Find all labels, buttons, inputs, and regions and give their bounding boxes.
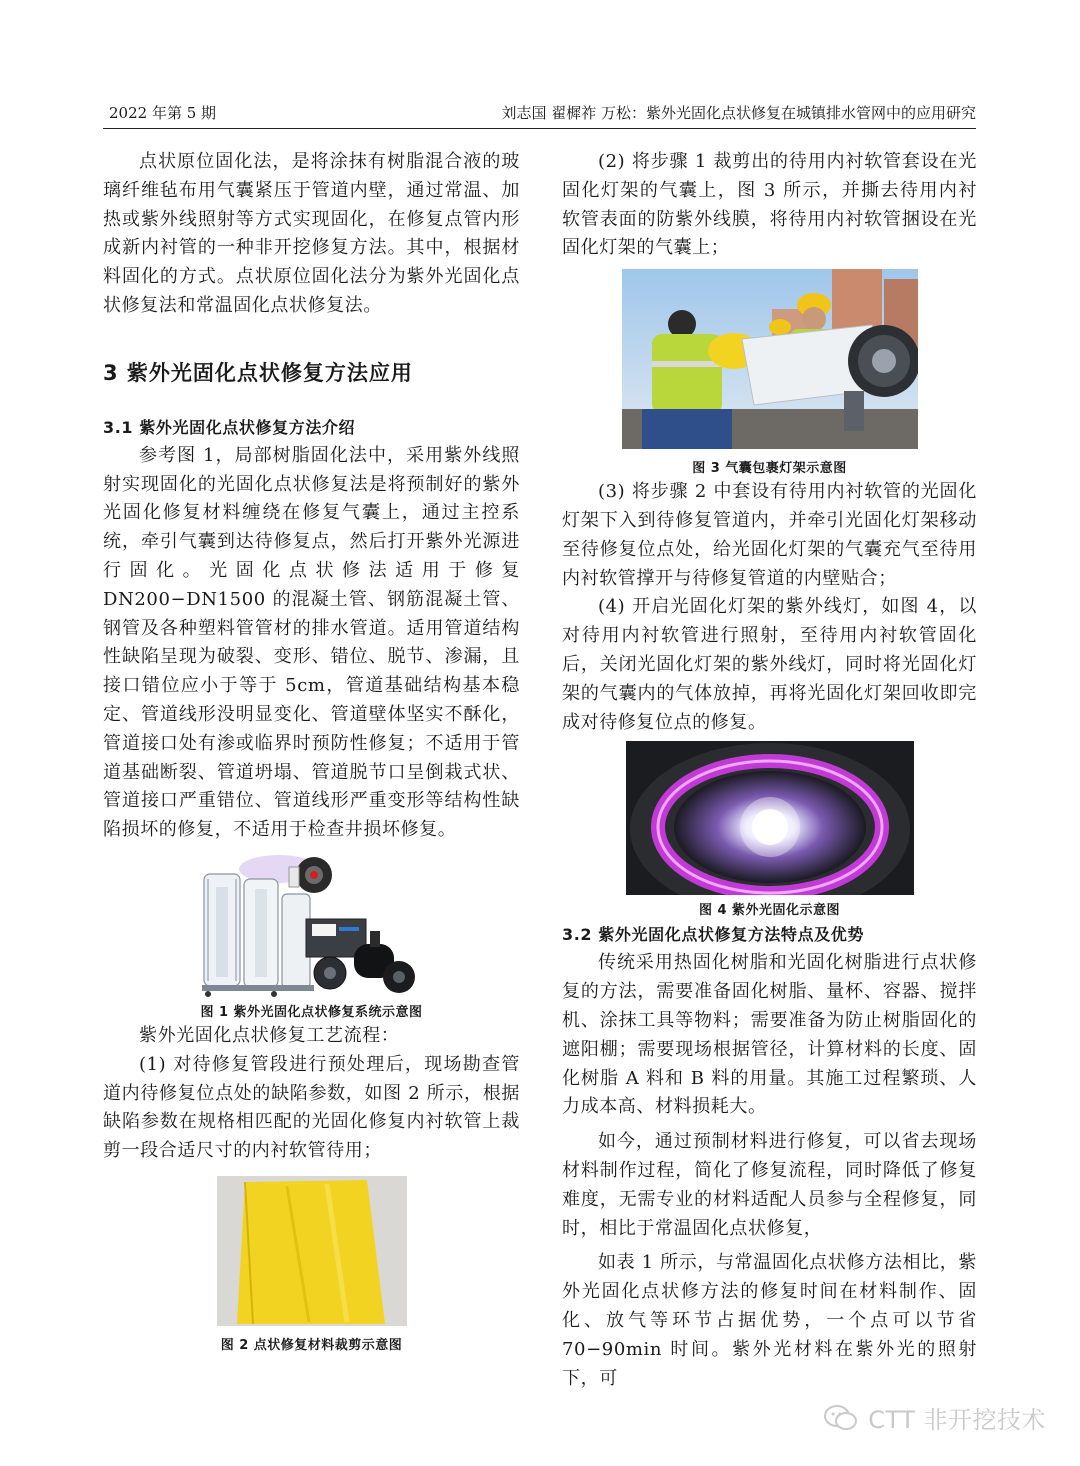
subsection-3-1-title: 3.1 紫外光固化点状修复方法介绍 xyxy=(103,417,356,437)
figure-2-liner-photo xyxy=(217,1176,407,1326)
right-column xyxy=(562,148,977,1393)
figure-3-caption: 图 3 气囊包裹灯架示意图 xyxy=(692,461,847,477)
process-flow-title: 紫外光固化点状修复工艺流程： xyxy=(139,1024,400,1046)
wechat-icon xyxy=(824,1404,858,1432)
yellow-liner-illustration xyxy=(217,1176,407,1326)
step-2-paragraph: (2) 将步骤 1 裁剪出的待用内衬软管套设在光固化灯架的气囊上，图 3 所示，并撕去待用内衬软管表面的防紫外线膜，将待用内衬软管捆设在光固化灯架的气囊上； xyxy=(562,151,977,259)
subsection-3-2-title: 3.2 紫外光固化点状修复方法特点及优势 xyxy=(562,925,864,945)
figure-2-caption: 图 2 点状修复材料裁剪示意图 xyxy=(220,1337,403,1353)
figure-1-equipment-photo xyxy=(194,849,430,999)
subsection-3-2-paragraph-3: 如表 1 所示，与常温固化点状修方法相比，紫外光固化点状修方法的修复时间在材料制作、固化、放气等环节占据优势，一个点可以节省 70−90min 时间。紫外光材料在紫外光的照射下，可 xyxy=(562,1252,977,1389)
section-3-title: 3 紫外光固化点状修复方法应用 xyxy=(103,360,413,385)
uv-curing-illustration xyxy=(626,741,914,895)
subsection-3-1-paragraph: 参考图 1，局部树脂固化法中，采用紫外线照射实现固化的光固化点状修复法是将预制好的紫外光固化修复材料缠绕在修复气囊上，通过主控系统，牵引气囊到达待修复点，然后打开紫外光源进行固化。光固化点状修法适用于修复DN200−DN1500 的混凝土管、钢筋混凝土管、钢管及各种塑料管管材的排水管道。适用管道结构性缺陷呈现为破裂、变形、错位、脱节、渗漏，且接口错位应小于等于 5cm，管道基础结构基本稳定、管道线形没明显变化、管道壁体坚实不酥化，管道接口处有渗或临界时预防性修复；不适用于管道基础断裂、管道坍塌、管道脱节口呈倒栽式状、管道接口严重错位、管道线形严重变形等结构性缺陷损坏的修复，不适用于检查井损坏修复。 xyxy=(103,444,520,841)
page-header xyxy=(103,98,976,129)
step-3-paragraph: (3) 将步骤 2 中套设有待用内衬软管的光固化灯架下入到待修复管道内，并牵引光固化灯架移动至待修复位点处，给光固化灯架的气囊充气至待用内衬软管撑开与待修复管道的内壁贴合； xyxy=(562,481,977,589)
step-4-paragraph: (4) 开启光固化灯架的紫外线灯，如图 4，以对待用内衬软管进行照射，至待用内衬软管固化后，关闭光固化灯架的紫外线灯，同时将光固化灯架的气囊内的气体放掉，再将光固化灯架回收即完成对待修复位点的修复。 xyxy=(562,596,977,733)
workers-airbag-illustration xyxy=(622,269,918,449)
figure-3-workers-photo xyxy=(622,269,918,449)
subsection-3-2-paragraph-2: 如今，通过预制材料进行修复，可以省去现场材料制作过程，简化了修复流程，同时降低了修复难度，无需专业的材料适配人员参与全程修复，同时，相比于常温固化点状修复， xyxy=(562,1131,977,1239)
subsection-3-2-paragraph-1: 传统采用热固化树脂和光固化树脂进行点状修复的方法，需要准备固化树脂、量杯、容器、搅拌机、涂抹工具等物料；需要准备为防止树脂固化的遮阳棚；需要现场根据管径，计算材料的长度、固化树脂 A 料和 B 料的用量。其施工过程繁琐、人力成本高、材料损耗大。 xyxy=(562,952,977,1118)
issue-label: 2022 年第 5 期 xyxy=(109,104,217,122)
left-column xyxy=(103,148,520,1353)
figure-1-caption: 图 1 紫外光固化点状修复系统示意图 xyxy=(200,1004,423,1020)
running-title: 刘志国 翟樨祚 万松：紫外光固化点状修复在城镇排水管网中的应用研究 xyxy=(501,104,976,122)
step-1-paragraph: (1) 对待修复管段进行预处理后，现场勘查管道内待修复位点处的缺陷参数，如图 2 所示，根据缺陷参数在规格相匹配的光固化修复内衬软管上裁剪一段合适尺寸的内衬软管待用； xyxy=(103,1053,520,1162)
figure-4-uv-curing-photo xyxy=(626,741,914,895)
figure-4-caption: 图 4 紫外光固化示意图 xyxy=(698,903,841,919)
uv-curing-system-illustration xyxy=(194,849,430,999)
intro-paragraph: 点状原位固化法，是将涂抹有树脂混合液的玻璃纤维毡布用气囊紧压于管道内壁，通过常温、加热或紫外线照射等方式实现固化，在修复点管内形成新内衬管的一种非开挖修复方法。其中，根据材料固化的方式。点状原位固化法分为紫外光固化点状修复法和常温固化点状修复法。 xyxy=(103,151,520,316)
watermark xyxy=(824,1400,1046,1435)
watermark-text: CTT 非开挖技术 xyxy=(868,1406,1046,1434)
